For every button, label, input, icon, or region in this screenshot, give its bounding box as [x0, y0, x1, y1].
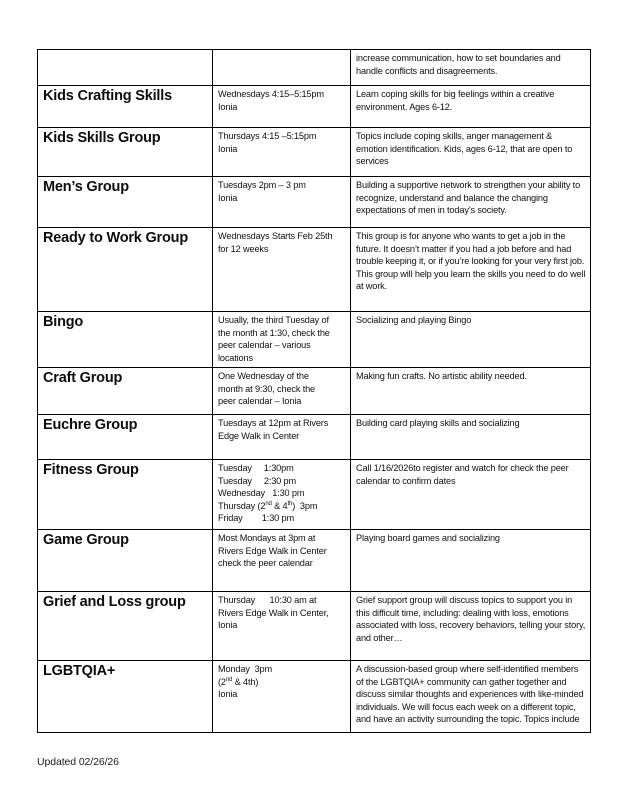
table-row: [38, 368, 591, 415]
group-description-cell: Making fun crafts. No artistic ability needed.: [351, 368, 591, 415]
table-row: [38, 50, 591, 86]
table-row: [38, 460, 591, 530]
table-row: [38, 530, 591, 592]
schedule-line: Monday 3pm: [218, 664, 273, 674]
group-schedule-cell: [213, 661, 351, 733]
schedule-line: (2nd & 4th): [218, 676, 259, 687]
schedule-line: Wednesdays Starts Feb 25th: [218, 231, 333, 241]
group-name-cell: Craft Group: [38, 368, 213, 415]
group-description-cell: Call 1/16/2026to register and watch for check the peer calendar to confirm dates: [351, 460, 591, 530]
schedule-line: Tuesdays at 12pm at Rivers: [218, 418, 329, 428]
group-name-cell: Game Group: [38, 530, 213, 592]
group-description-cell: Playing board games and socializing: [351, 530, 591, 592]
group-name-cell: Fitness Group: [38, 460, 213, 530]
table-row: [38, 312, 591, 368]
group-description-cell: increase communication, how to set boundaries and handle conflicts and disagreements.: [351, 50, 591, 86]
table-row: [38, 86, 591, 128]
schedule-line: Tuesday 2:30 pm: [218, 475, 297, 486]
group-name-cell: Grief and Loss group: [38, 592, 213, 661]
schedule-line: month at 9:30, check the: [218, 383, 316, 394]
schedule-line: Wednesday 1:30 pm: [218, 488, 305, 498]
group-schedule-cell: [213, 50, 351, 86]
group-schedule-cell: [213, 592, 351, 661]
group-name-cell: Ready to Work Group: [38, 228, 213, 312]
group-schedule-cell: [213, 368, 351, 415]
schedule-line: peer calendar – various: [218, 340, 311, 350]
group-description-cell: Topics include coping skills, anger management & emotion identification. Kids, ages 6-12, that are open to services: [351, 128, 591, 177]
group-name-cell: LGBTQIA+: [38, 661, 213, 733]
group-description-cell: Socializing and playing Bingo: [351, 312, 591, 368]
group-description-cell: Building card playing skills and socializing: [351, 415, 591, 460]
schedule-line: Ionia: [218, 192, 238, 203]
groups-schedule-table: [37, 49, 591, 733]
schedule-line: Ionia: [218, 143, 238, 154]
group-description-cell: Grief support group will discuss topics to support you in this difficult time, including: dealing with loss, emotions associated with loss, recovery behaviors, telling your story, and other…: [351, 592, 591, 661]
table-row: [38, 228, 591, 312]
schedule-line: Thursday (2nd & 4th) 3pm: [218, 500, 318, 511]
group-name-cell: Euchre Group: [38, 415, 213, 460]
group-description-cell: Building a supportive network to strengthen your ability to recognize, understand and balance the changing expectations of men in today’s society.: [351, 177, 591, 228]
schedule-line: the month at 1:30, check the: [218, 327, 330, 338]
schedule-line: peer calendar – Ionia: [218, 396, 302, 406]
table-row: [38, 128, 591, 177]
group-schedule-cell: [213, 128, 351, 177]
group-schedule-cell: [213, 228, 351, 312]
group-name-cell: [38, 50, 213, 86]
schedule-line: Friday 1:30 pm: [218, 513, 294, 523]
group-schedule-cell: [213, 460, 351, 530]
group-description-cell: Learn coping skills for big feelings within a creative environment. Ages 6-12.: [351, 86, 591, 128]
group-description-cell: This group is for anyone who wants to get a job in the future. It doesn’t matter if you had a job before and had trouble keeping it, or if you’re looking for your very first job. This group will help you learn the skills you need to do well at work.: [351, 228, 591, 312]
group-name-cell: Kids Skills Group: [38, 128, 213, 177]
schedule-line: for 12 weeks: [218, 243, 269, 254]
schedule-line: check the peer calendar: [218, 558, 313, 568]
schedule-line: Tuesdays 2pm – 3 pm: [218, 180, 306, 190]
schedule-line: locations: [218, 352, 253, 363]
table-row: [38, 177, 591, 228]
schedule-line: Thursdays 4:15 –5:15pm: [218, 131, 317, 141]
schedule-line: Ionia: [218, 101, 238, 112]
updated-date: Updated 02/26/26: [37, 756, 119, 768]
schedule-line: Wednesdays 4:15–5:15pm: [218, 89, 324, 99]
group-description-cell: A discussion-based group where self-identified members of the LGBTQIA+ community can gather together and discuss similar thoughts and experiences with like-minded individuals. We will focus each week on a different topic, and have an activity surrounding the topic. Topics include: [351, 661, 591, 733]
table-row: [38, 661, 591, 733]
table-row: [38, 415, 591, 460]
schedule-line: Edge Walk in Center: [218, 430, 300, 441]
group-name-cell: Kids Crafting Skills: [38, 86, 213, 128]
schedule-line: Ionia: [218, 689, 238, 699]
group-schedule-cell: [213, 86, 351, 128]
group-schedule-cell: [213, 177, 351, 228]
schedule-line: One Wednesday of the: [218, 371, 309, 381]
schedule-line: Thursday 10:30 am at: [218, 595, 317, 605]
schedule-line: Usually, the third Tuesday of: [218, 315, 329, 325]
group-schedule-cell: [213, 312, 351, 368]
schedule-line: Rivers Edge Walk in Center: [218, 545, 327, 556]
group-schedule-cell: [213, 415, 351, 460]
schedule-line: Ionia: [218, 620, 238, 630]
schedule-line: Tuesday 1:30pm: [218, 463, 294, 473]
group-name-cell: Bingo: [38, 312, 213, 368]
group-schedule-cell: [213, 530, 351, 592]
schedule-line: Most Mondays at 3pm at: [218, 533, 316, 543]
group-name-cell: Men’s Group: [38, 177, 213, 228]
table-row: [38, 592, 591, 661]
schedule-line: Rivers Edge Walk in Center,: [218, 607, 329, 618]
